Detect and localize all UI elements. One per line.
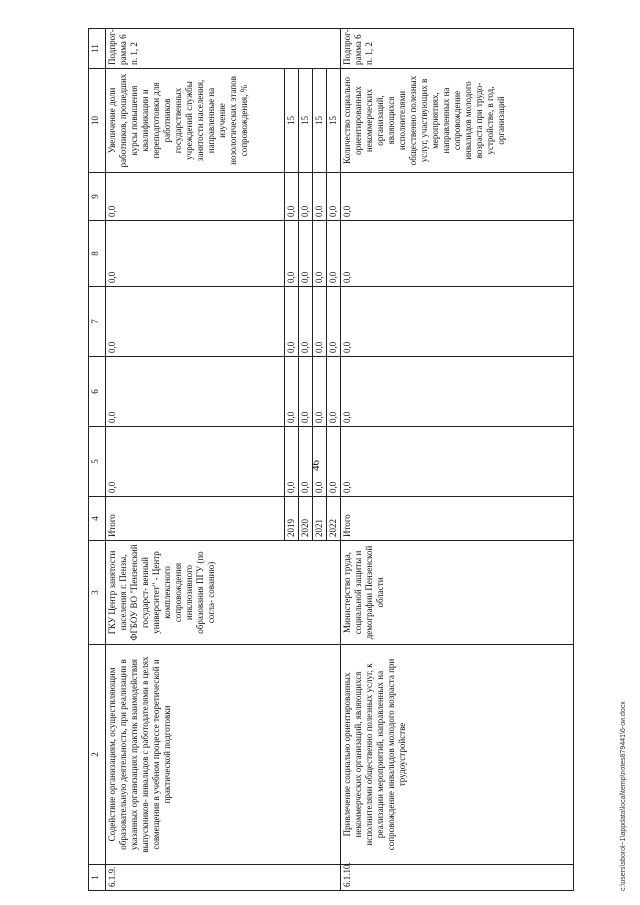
row-number: 6.1.10. <box>341 865 574 891</box>
header-cell: 8 <box>89 221 106 287</box>
value-cell: 0,0 <box>327 173 341 221</box>
value-cell: 0,0 <box>313 173 327 221</box>
measure-text: Содействие организациям, осуществляющим образовательную деятельность, при реализации в указанных организациях практик взаимодействия выпускников- инвалидов с работодателями в целях совмещения в учебном процессе теоретической и практической подготовки <box>106 645 341 865</box>
value-cell: 0,0 <box>285 287 299 357</box>
period-total: Итого <box>341 497 574 541</box>
year-label: 2021 <box>313 497 327 541</box>
value-cell: 0,0 <box>299 287 313 357</box>
value-cell: 0,0 <box>299 357 313 427</box>
header-cell: 10 <box>89 69 106 173</box>
table-row <box>341 29 574 891</box>
value-cell: 0,0 <box>313 427 327 497</box>
value-cell: 0,0 <box>327 287 341 357</box>
value-cell: 0,0 <box>327 357 341 427</box>
year-label: 2020 <box>299 497 313 541</box>
indicator-value: 15 <box>299 69 313 173</box>
indicator-text: Увеличение доли работников, прошедших курсы повышения квалификации и переподготовки для работников государственных учреждений службы занятости населения, направленные на изучение нозологических этапов сопровождения, % <box>106 69 285 173</box>
value-cell: 0,0 <box>341 357 574 427</box>
value-cell: 0,0 <box>313 357 327 427</box>
value-cell: 0,0 <box>313 287 327 357</box>
indicator-value: 15 <box>285 69 299 173</box>
indicator-text: Количество социально ориентированных некоммерческих организаций, являющихся исполнителями общественно полезных услуг, участвующих в мероприятиях, направленных на сопровождение инвалидов молодого возраста при трудо- устройстве, в год, организаций <box>341 69 574 173</box>
value-cell: 0,0 <box>313 221 327 287</box>
row-number: 6.1.9. <box>106 865 341 891</box>
program-ref: Подпрог- рамма 6 п. 1, 2 <box>341 29 574 69</box>
executor-text: Министерство труда, социальной защиты и демографии Пензенской области <box>341 541 574 645</box>
year-label: 2022 <box>327 497 341 541</box>
indicator-value: 15 <box>313 69 327 173</box>
measures-table <box>88 28 574 891</box>
executor-text: ГКУ Центр занятости населения г. Пензы, ФГБОУ ВО "Пензенский государст- венный университет" - Центр комплексного сопровождения инклюзивного образования ПГУ (по согла- сованию) <box>106 541 341 645</box>
value-cell: 0,0 <box>285 357 299 427</box>
header-cell: 6 <box>89 357 106 427</box>
value-cell: 0,0 <box>299 221 313 287</box>
value-cell: 0,0 <box>106 173 285 221</box>
header-cell: 5 <box>89 427 106 497</box>
table-row <box>106 29 285 891</box>
value-cell: 0,0 <box>285 427 299 497</box>
program-ref: Подпрог- рамма 6 п. 1, 2 <box>106 29 341 69</box>
value-cell: 0,0 <box>299 173 313 221</box>
indicator-value: 15 <box>327 69 341 173</box>
value-cell: 0,0 <box>106 221 285 287</box>
page-number: 46 <box>310 460 322 471</box>
value-cell: 0,0 <box>327 427 341 497</box>
header-row <box>89 29 106 891</box>
value-cell: 0,0 <box>327 221 341 287</box>
header-cell: 7 <box>89 287 106 357</box>
header-cell: 11 <box>89 29 106 69</box>
header-cell: 4 <box>89 497 106 541</box>
header-cell: 2 <box>89 645 106 865</box>
value-cell: 0,0 <box>285 221 299 287</box>
header-cell: 9 <box>89 173 106 221</box>
year-label: 2019 <box>285 497 299 541</box>
value-cell: 0,0 <box>299 427 313 497</box>
file-path-footer: c:\users\sborol~1\appdata\local\temp\notes879441\6-ои.docx <box>620 701 627 891</box>
measure-text: Привлечение социально ориентированных некоммерческих организаций, являющихся исполнителями общественно полезных услуг, к реализации мероприятий, направленных на сопровождение инвалидов молодого возраста при трудоустройстве <box>341 645 574 865</box>
value-cell: 0,0 <box>106 357 285 427</box>
period-total: Итого <box>106 497 285 541</box>
value-cell: 0,0 <box>341 427 574 497</box>
value-cell: 0,0 <box>341 221 574 287</box>
value-cell: 0,0 <box>106 427 285 497</box>
header-cell: 3 <box>89 541 106 645</box>
value-cell: 0,0 <box>341 173 574 221</box>
header-cell: 1 <box>89 865 106 891</box>
value-cell: 0,0 <box>285 173 299 221</box>
value-cell: 0,0 <box>341 287 574 357</box>
value-cell: 0,0 <box>106 287 285 357</box>
